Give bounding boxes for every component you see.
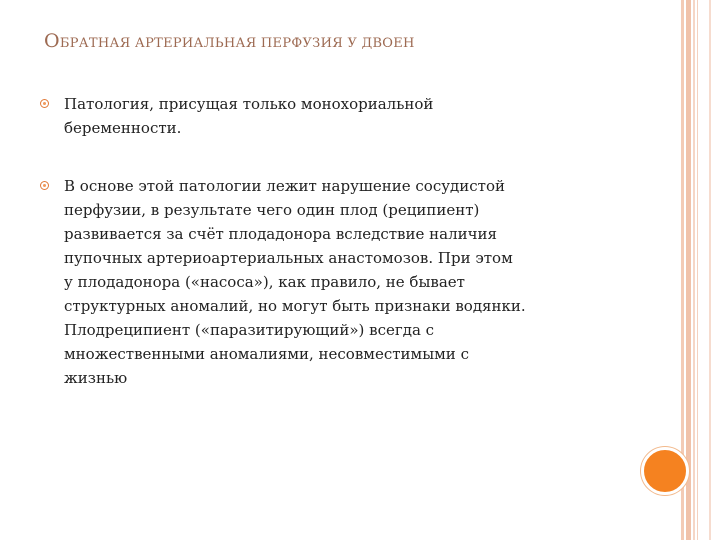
decorative-stripe xyxy=(686,0,691,540)
decorative-stripe xyxy=(693,0,695,540)
bullet-line: структурных аномалий, но могут быть признаки водянки. xyxy=(64,297,526,315)
decorative-stripe xyxy=(709,0,711,540)
bullet-line: Плодреципиент («паразитирующий») всегда с xyxy=(64,321,435,339)
bullet-line: развивается за счёт плодадонора вследствие наличия xyxy=(64,225,497,243)
bullet-line: множественными аномалиями, несовместимыми с xyxy=(64,345,469,363)
bullet-list xyxy=(36,92,636,390)
bullet-line: В основе этой патологии лежит нарушение сосудистой xyxy=(64,177,506,195)
bullet-item xyxy=(36,174,636,390)
slide-title: ОБРАТНАЯ АРТЕРИАЛЬНАЯ ПЕРФУЗИЯ У ДВОЕН xyxy=(44,30,415,52)
bullet-line: Патология, присущая только монохориальной xyxy=(64,95,434,113)
bullet-line: беременности. xyxy=(64,119,182,137)
ring-bullet-icon xyxy=(40,181,49,190)
decorative-stripe xyxy=(697,0,698,540)
bullet-line: перфузии, в результате чего один плод (реципиент) xyxy=(64,201,480,219)
bullet-line: пупочных артериоартериальных анастомозов. При этом xyxy=(64,249,513,267)
bullet-item xyxy=(36,92,636,140)
ring-bullet-icon xyxy=(40,99,49,108)
bullet-line: жизнью xyxy=(64,369,128,387)
bullet-line: у плодадонора («насоса»), как правило, не бывает xyxy=(64,273,465,291)
orange-circle-icon xyxy=(641,447,689,495)
